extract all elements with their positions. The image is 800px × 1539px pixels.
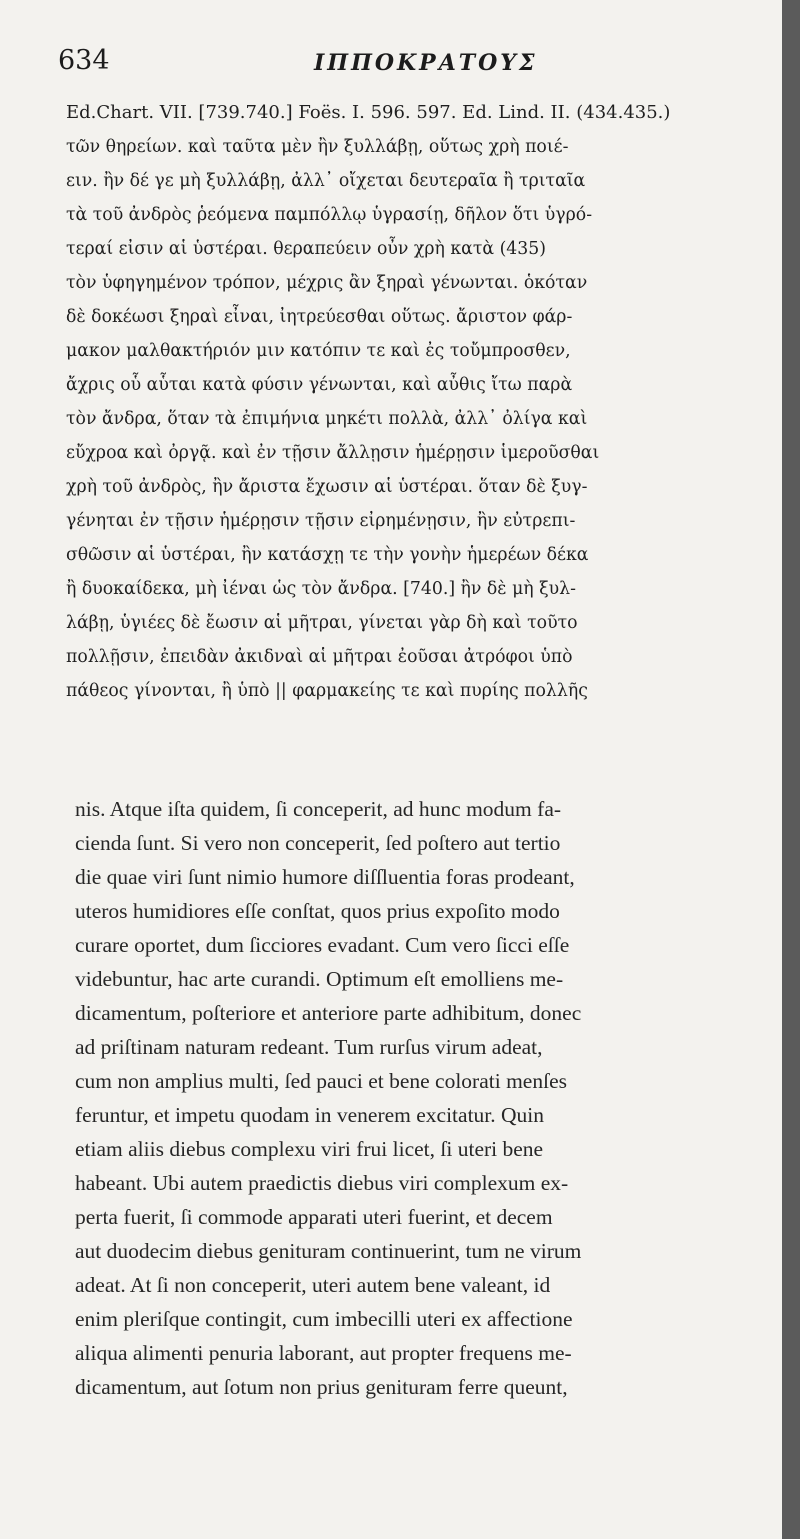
- greek-line: τὰ τοῦ ἀνδρὸς ῥεόμενα παμπόλλῳ ὑγρασίῃ, δῆλον ὅτι ὑγρό-: [66, 205, 593, 225]
- greek-line: πάθεος γίνονται, ἢ ὑπὸ || φαρμακείης τε καὶ πυρίης πολλῆς: [66, 681, 588, 701]
- latin-line: cienda ſunt. Si vero non conceperit, ſed poſtero aut tertio: [75, 831, 561, 855]
- greek-line: πολλῇσιν, ἐπειδὰν ἀκιδναὶ αἱ μῆτραι ἐοῦσαι ἀτρόφοι ὑπὸ: [66, 647, 573, 667]
- latin-line: ad priſtinam naturam redeant. Tum rurſus virum adeat,: [75, 1035, 543, 1059]
- greek-line: τῶν θηρείων. καὶ ταῦτα μὲν ἢν ξυλλάβῃ, οὕτως χρὴ ποιέ-: [66, 137, 569, 157]
- page-edge-shadow: [782, 0, 800, 1539]
- latin-line: etiam aliis diebus complexu viri frui licet, ſi uteri bene: [75, 1137, 544, 1161]
- running-head: [58, 44, 748, 84]
- latin-line: videbuntur, hac arte curandi. Optimum eſt emolliens me-: [75, 967, 564, 991]
- latin-line: adeat. At ſi non conceperit, uteri autem bene valeant, id: [75, 1273, 551, 1297]
- latin-text-block: [75, 792, 772, 1404]
- greek-line: τεραί εἰσιν αἱ ὑστέραι. θεραπεύειν οὖν χρὴ κατὰ (435): [66, 239, 547, 259]
- latin-line: feruntur, et impetu quodam in venerem excitatur. Quin: [75, 1103, 545, 1127]
- greek-line: γένηται ἐν τῇσιν ἡμέρῃσιν τῇσιν εἰρημένῃσιν, ἢν εὐτρεπι-: [66, 511, 576, 531]
- greek-line: ἢ δυοκαίδεκα, μὴ ἰέναι ὡς τὸν ἄνδρα. [740.] ἢν δὲ μὴ ξυλ-: [66, 579, 576, 599]
- running-title: ΙΠΠΟΚΡΑΤΟΥΣ: [314, 50, 538, 76]
- latin-line: aliqua alimenti penuria laborant, aut propter frequens me-: [75, 1341, 572, 1365]
- latin-line: uteros humidiores eſſe conſtat, quos prius expoſito modo: [75, 899, 560, 923]
- greek-line: σθῶσιν αἱ ὑστέραι, ἢν κατάσχῃ τε τὴν γονὴν ἡμερέων δέκα: [66, 545, 589, 565]
- latin-line: nis. Atque iſta quidem, ſi conceperit, ad hunc modum fa-: [75, 797, 562, 821]
- greek-line: μακον μαλθακτήριόν μιν κατόπιν τε καὶ ἐς τοὔμπροσθεν,: [66, 341, 571, 361]
- page-number: 634: [58, 45, 110, 76]
- greek-text-block: [66, 96, 766, 708]
- greek-line: εὔχροα καὶ ὀργᾷ. καὶ ἐν τῇσιν ἄλλῃσιν ἡμέρῃσιν ἱμεροῦσθαι: [66, 443, 600, 463]
- greek-line: ἄχρις οὗ αὗται κατὰ φύσιν γένωνται, καὶ αὖθις ἴτω παρὰ: [66, 375, 573, 395]
- greek-line: ειν. ἢν δέ γε μὴ ξυλλάβῃ, ἀλλ᾽ οἴχεται δευτεραῖα ἢ τριταῖα: [66, 171, 586, 191]
- latin-line: perta fuerit, ſi commode apparati uteri fuerint, et decem: [75, 1205, 553, 1229]
- edition-reference-line: Ed.Chart. VII. [739.740.] Foës. I. 596. 597. Ed. Lind. II. (434.435.): [66, 102, 671, 123]
- greek-line: λάβῃ, ὑγιέες δὲ ἔωσιν αἱ μῆτραι, γίνεται γὰρ δὴ καὶ τοῦτο: [66, 613, 578, 633]
- latin-line: enim pleriſque contingit, cum imbecilli uteri ex affectione: [75, 1307, 573, 1331]
- latin-line: dicamentum, poſteriore et anteriore parte adhibitum, donec: [75, 1001, 582, 1025]
- greek-line: τὸν ὑφηγημένον τρόπον, μέχρις ἂν ξηραὶ γένωνται. ὁκόταν: [66, 273, 588, 293]
- greek-line: χρὴ τοῦ ἀνδρὸς, ἢν ἄριστα ἔχωσιν αἱ ὑστέραι. ὅταν δὲ ξυγ-: [66, 477, 588, 497]
- latin-line: habeant. Ubi autem praedictis diebus viri complexum ex-: [75, 1171, 569, 1195]
- latin-line: die quae viri ſunt nimio humore diſſluentia foras prodeant,: [75, 865, 575, 889]
- latin-line: dicamentum, aut ſotum non prius genituram ferre queunt,: [75, 1375, 568, 1399]
- greek-line: δὲ δοκέωσι ξηραὶ εἶναι, ἰητρεύεσθαι οὕτως. ἄριστον φάρ-: [66, 307, 573, 327]
- latin-line: aut duodecim diebus genituram continuerint, tum ne virum: [75, 1239, 582, 1263]
- greek-line: τὸν ἄνδρα, ὅταν τὰ ἐπιμήνια μηκέτι πολλὰ, ἀλλ᾽ ὀλίγα καὶ: [66, 409, 588, 429]
- latin-line: cum non amplius multi, ſed pauci et bene colorati menſes: [75, 1069, 567, 1093]
- latin-line: curare oportet, dum ſicciores evadant. Cum vero ſicci eſſe: [75, 933, 570, 957]
